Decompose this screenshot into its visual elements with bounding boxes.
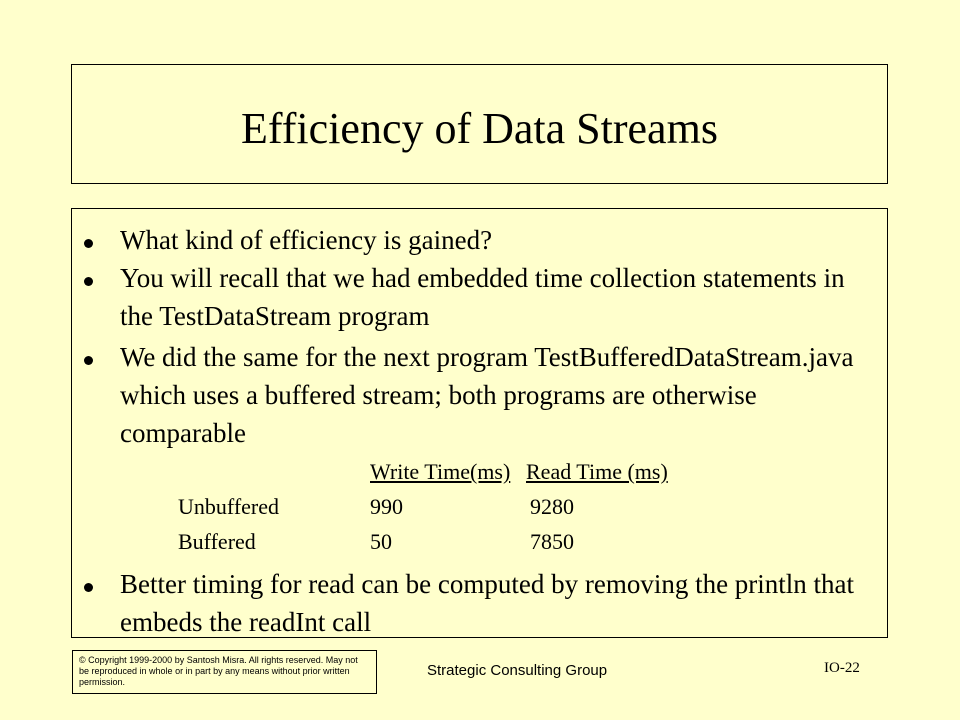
table-header-row — [72, 457, 872, 487]
row-label: Buffered — [178, 529, 256, 554]
bullet-dot-icon — [84, 239, 93, 248]
read-time-cell: 9280 — [530, 494, 574, 519]
slide-title: Efficiency of Data Streams — [241, 103, 718, 153]
copyright-notice: © Copyright 1999-2000 by Santosh Misra. All rights reserved. May not be reproduced in whole or in part by any means without prior written permission. — [72, 650, 377, 694]
content-box — [71, 208, 888, 638]
write-time-cell: 990 — [370, 494, 403, 519]
bullet-text: Better timing for read can be computed by removing the println that embeds the readInt call — [120, 569, 855, 637]
write-time-cell: 50 — [370, 529, 392, 554]
bullet-dot-icon — [84, 583, 93, 592]
slide-number: IO-22 — [824, 660, 860, 676]
table-header-write: Write Time(ms) — [370, 459, 511, 484]
table-header-read: Read Time (ms) — [526, 459, 668, 484]
table-row — [72, 527, 872, 557]
read-time-cell: 7850 — [530, 529, 574, 554]
table-row — [72, 492, 872, 522]
bullet-text: What kind of efficiency is gained? — [120, 225, 493, 255]
bullet-dot-icon — [84, 356, 93, 365]
title-box — [71, 64, 888, 184]
bullet-text: We did the same for the next program TestBufferedDataStream.java which uses a buffered stream; both programs are otherwise comparable — [120, 342, 854, 448]
bullet-text: You will recall that we had embedded time collection statements in the TestDataStream program — [120, 263, 845, 331]
row-label: Unbuffered — [178, 494, 279, 519]
footer-org: Strategic Consulting Group — [427, 662, 608, 679]
bullet-dot-icon — [84, 277, 93, 286]
